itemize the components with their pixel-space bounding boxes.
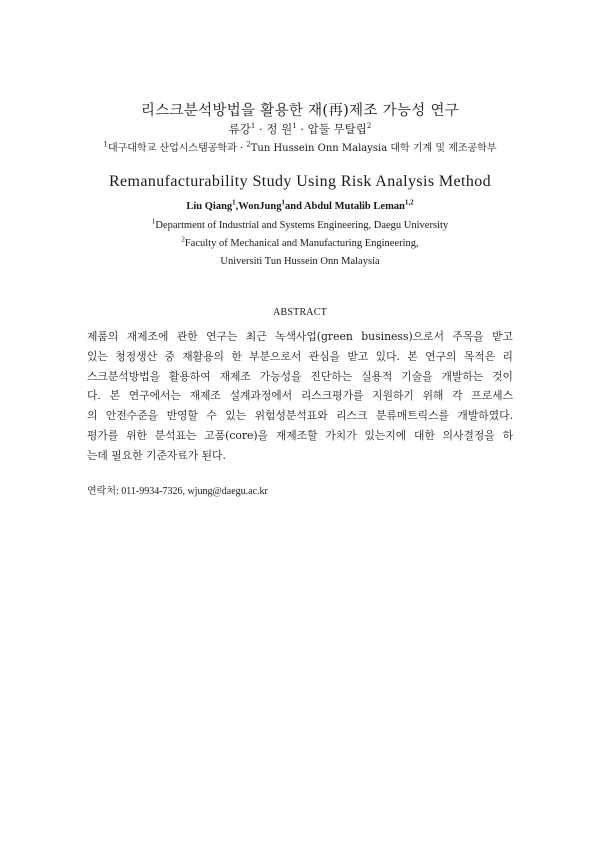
abstract-body — [87, 327, 513, 466]
english-title: Remanufacturability Study Using Risk Analysis Method — [108, 173, 492, 190]
affiliation-superscript: 1 — [103, 140, 108, 149]
author-name: Liu Qiang — [186, 201, 233, 212]
author-separator: · — [296, 122, 308, 136]
abstract-line: 의 안전수준을 반영할 수 있는 위험성분석표와 리스크 분류매트릭스를 개발하였다. — [87, 409, 513, 423]
affiliation-text: 대구대학교 산업시스템공학과 · — [107, 143, 247, 154]
abstract-line: 는데 필요한 기준자료가 된다. — [87, 448, 226, 462]
abstract-heading: ABSTRACT — [273, 307, 327, 318]
affiliation-text: Tun Hussein Onn Malaysia 대학 기계 및 제조공학부 — [250, 143, 497, 154]
affiliation-superscript: 2 — [181, 235, 185, 244]
english-affiliation-1 — [0, 217, 600, 231]
author-superscript: 1,2 — [404, 198, 414, 207]
author-name: 정 원 — [266, 122, 293, 136]
abstract-line: 있는 청정생산 중 재활용의 한 부분으로서 관심을 받고 있다. 본 연구의 목적은 리 — [87, 349, 513, 363]
affiliation-text: Faculty of Mechanical and Manufacturing Engineering, — [184, 238, 419, 249]
korean-affiliation — [0, 139, 600, 154]
korean-title: 리스크분석방법을 활용한 재(再)제조 가능성 연구 — [140, 103, 460, 119]
author-name: and Abdul Mutalib Leman — [284, 201, 405, 212]
author-superscript: 1 — [232, 198, 236, 207]
abstract-line: 스크분석방법을 활용하여 재제조 가능성을 진단하는 실용적 기술을 개발하는 것이 — [87, 369, 513, 383]
english-affiliation-3: Universiti Tun Hussein Onn Malaysia — [220, 256, 380, 267]
contact-info: 연락처: 011-9934-7326, wjung@daegu.ac.kr — [87, 486, 268, 497]
author-superscript: 1 — [250, 122, 256, 131]
author-name: 류강 — [228, 122, 251, 136]
abstract-line: 제품의 재제조에 관한 연구는 최근 녹색사업(green business)으로서 주목을 받고 — [87, 330, 513, 343]
affiliation-superscript: 1 — [151, 217, 156, 226]
author-name: 압둘 무탈립 — [307, 122, 367, 136]
author-separator: · — [255, 122, 267, 136]
korean-authors — [0, 121, 600, 137]
author-superscript: 1 — [292, 122, 297, 131]
english-authors — [0, 198, 600, 212]
author-name: ,WonJung — [235, 201, 282, 212]
affiliation-superscript: 2 — [246, 140, 251, 149]
abstract-line: 다. 본 연구에서는 재제조 설계과정에서 리스크평가를 지원하기 위해 각 프로세스 — [87, 389, 513, 403]
author-superscript: 2 — [366, 122, 372, 131]
english-affiliation-2 — [0, 235, 600, 249]
abstract-line: 평가를 위한 분석표는 고품(core)을 재제조할 가치가 있는지에 대한 의사결정을 하 — [87, 428, 513, 442]
author-superscript: 1 — [281, 198, 285, 207]
affiliation-text: Department of Industrial and Systems Engineering, Daegu University — [155, 220, 449, 231]
